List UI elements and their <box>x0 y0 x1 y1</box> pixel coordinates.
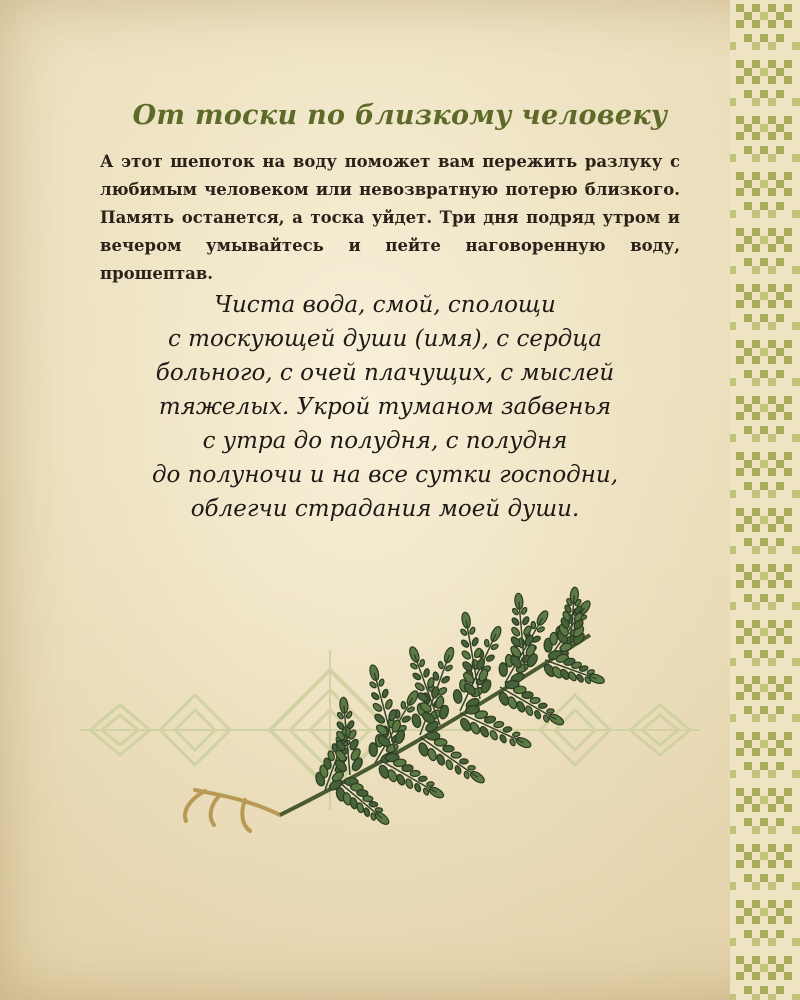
embroidery-border <box>730 0 800 1000</box>
spell-line: до полуночи и на все сутки господни, <box>151 462 619 488</box>
spell-line: Чиста вода, смой, сполощи <box>214 292 556 318</box>
spell-line: с тоскующей души (имя), с сердца <box>167 326 603 352</box>
intro-paragraph: А этот шепоток на воду поможет вам пережить разлуку с любимым человеком или невозвратную потерю близкого. Память останется, а тоска уйдет. Три дня подряд утром и вечером умывайтесь и пейте наговоренную воду, прошептав. <box>100 152 680 283</box>
spell-line: тяжелых. Укрой туманом забвенья <box>158 394 612 420</box>
cross-stitch-pattern-icon <box>730 0 800 1000</box>
fern-branch-icon <box>150 585 620 845</box>
spell-line: больного, с очей плачущих, с мыслей <box>155 360 615 386</box>
spell-line: с утра до полудня, с полудня <box>202 428 568 454</box>
page-title: От тоски по близкому человеку <box>132 100 668 131</box>
spell-text <box>70 288 700 526</box>
spell-line: облегчи страдания моей души. <box>190 496 580 522</box>
